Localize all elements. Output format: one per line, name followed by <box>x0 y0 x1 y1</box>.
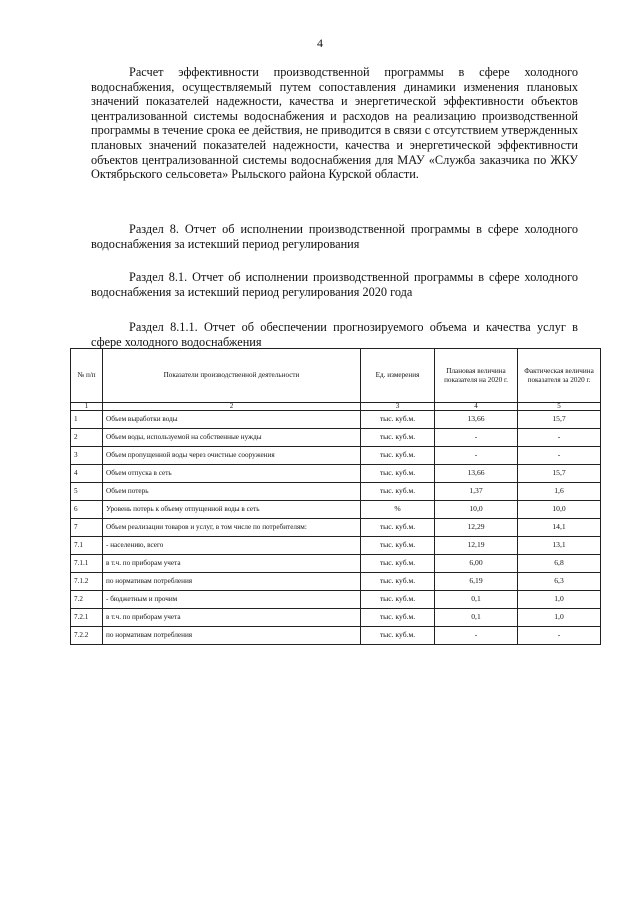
paragraph-efficiency <box>91 65 578 182</box>
table-row <box>71 411 601 429</box>
table-row <box>71 537 601 555</box>
header-fact: Фактическая величина показателя за 2020 г. <box>518 349 601 403</box>
cell-fact: 15,7 <box>518 465 601 483</box>
table-row <box>71 555 601 573</box>
cell-unit: тыс. куб.м. <box>361 537 435 555</box>
cell-indicator: Объем реализации товаров и услуг, в том числе по потребителям: <box>103 519 361 537</box>
report-table <box>70 348 601 645</box>
cell-plan: - <box>435 627 518 645</box>
cell-plan: 1,37 <box>435 483 518 501</box>
table-row <box>71 573 601 591</box>
cell-fact: 6,3 <box>518 573 601 591</box>
paragraph-section-8-1-1-text: Раздел 8.1.1. Отчет об обеспечении прогнозируемого объема и качества услуг в сфере холодного водоснабжения <box>91 320 578 349</box>
cell-fact: 13,1 <box>518 537 601 555</box>
cell-indicator: Объем отпуска в сеть <box>103 465 361 483</box>
table-column-numbers-row <box>71 403 601 411</box>
cell-num: 4 <box>71 465 103 483</box>
cell-plan: 13,66 <box>435 465 518 483</box>
header-num: № п/п <box>71 349 103 403</box>
header-indicator: Показатели производственной деятельности <box>103 349 361 403</box>
column-number: 1 <box>71 403 103 411</box>
cell-indicator: в т.ч. по приборам учета <box>103 555 361 573</box>
cell-unit: тыс. куб.м. <box>361 429 435 447</box>
paragraph-section-8-text: Раздел 8. Отчет об исполнении производственной программы в сфере холодного водоснабжения за истекший период регулирования <box>91 222 578 251</box>
cell-unit: тыс. куб.м. <box>361 411 435 429</box>
table-row <box>71 519 601 537</box>
cell-indicator: Объем пропущенной воды через очистные сооружения <box>103 447 361 465</box>
cell-unit: тыс. куб.м. <box>361 627 435 645</box>
cell-num: 7.2 <box>71 591 103 609</box>
column-number: 5 <box>518 403 601 411</box>
cell-fact: - <box>518 627 601 645</box>
cell-plan: - <box>435 447 518 465</box>
cell-num: 7.2.2 <box>71 627 103 645</box>
cell-indicator: Объем выработки воды <box>103 411 361 429</box>
cell-num: 3 <box>71 447 103 465</box>
cell-unit: тыс. куб.м. <box>361 591 435 609</box>
cell-unit: тыс. куб.м. <box>361 573 435 591</box>
cell-indicator: по нормативам потребления <box>103 627 361 645</box>
cell-fact: 15,7 <box>518 411 601 429</box>
cell-unit: тыс. куб.м. <box>361 555 435 573</box>
page-number: 4 <box>317 36 323 50</box>
paragraph-efficiency-text: Расчет эффективности производственной программы в сфере холодного водоснабжения, осуществляемый путем сопоставления динамики изменения плановых значений показателей надежности, качества и энергетической эффективности объектов централизованной системы водоснабжения и расходов на реализацию производственной программы в течение срока ее действия, не приводится в связи с отсутствием утвержденных плановых значений показателей надежности, качества и энергетической эффективности объектов централизованной системы водоснабжения для МАУ «Служба заказчика по ЖКУ Октябрьского сельсовета» Рыльского района Курской области. <box>91 65 578 182</box>
header-unit: Ед. измерения <box>361 349 435 403</box>
cell-fact: 10,0 <box>518 501 601 519</box>
cell-unit: тыс. куб.м. <box>361 483 435 501</box>
paragraph-section-8-1-1 <box>91 320 578 349</box>
column-number: 2 <box>103 403 361 411</box>
table-row <box>71 429 601 447</box>
table-row <box>71 447 601 465</box>
table-row <box>71 627 601 645</box>
cell-indicator: - бюджетным и прочим <box>103 591 361 609</box>
cell-num: 7.2.1 <box>71 609 103 627</box>
paragraph-section-8-1 <box>91 270 578 299</box>
cell-indicator: Объем потерь <box>103 483 361 501</box>
cell-unit: тыс. куб.м. <box>361 609 435 627</box>
cell-num: 6 <box>71 501 103 519</box>
cell-fact: 1,0 <box>518 609 601 627</box>
cell-fact: 14,1 <box>518 519 601 537</box>
cell-fact: 6,8 <box>518 555 601 573</box>
cell-num: 7.1.1 <box>71 555 103 573</box>
cell-fact: - <box>518 429 601 447</box>
table-row <box>71 483 601 501</box>
cell-unit: тыс. куб.м. <box>361 447 435 465</box>
cell-unit: тыс. куб.м. <box>361 519 435 537</box>
cell-fact: 1,6 <box>518 483 601 501</box>
table-header-row <box>71 349 601 403</box>
cell-indicator: - населению, всего <box>103 537 361 555</box>
cell-fact: - <box>518 447 601 465</box>
cell-plan: - <box>435 429 518 447</box>
table-row <box>71 465 601 483</box>
table-row <box>71 591 601 609</box>
header-plan: Плановая величина показателя на 2020 г. <box>435 349 518 403</box>
cell-unit: тыс. куб.м. <box>361 465 435 483</box>
cell-num: 2 <box>71 429 103 447</box>
cell-plan: 0,1 <box>435 591 518 609</box>
cell-indicator: в т.ч. по приборам учета <box>103 609 361 627</box>
table-row <box>71 609 601 627</box>
cell-plan: 6,00 <box>435 555 518 573</box>
cell-num: 7.1.2 <box>71 573 103 591</box>
cell-indicator: по нормативам потребления <box>103 573 361 591</box>
column-number: 3 <box>361 403 435 411</box>
column-number: 4 <box>435 403 518 411</box>
cell-num: 5 <box>71 483 103 501</box>
table-row <box>71 501 601 519</box>
cell-indicator: Уровень потерь к объему отпущенной воды в сеть <box>103 501 361 519</box>
cell-num: 1 <box>71 411 103 429</box>
paragraph-section-8-1-text: Раздел 8.1. Отчет об исполнении производственной программы в сфере холодного водоснабжения за истекший период регулирования 2020 года <box>91 270 578 299</box>
cell-plan: 12,29 <box>435 519 518 537</box>
cell-plan: 10,0 <box>435 501 518 519</box>
paragraph-section-8 <box>91 222 578 251</box>
cell-plan: 13,66 <box>435 411 518 429</box>
cell-plan: 12,19 <box>435 537 518 555</box>
cell-fact: 1,0 <box>518 591 601 609</box>
cell-num: 7 <box>71 519 103 537</box>
cell-indicator: Объем воды, используемой на собственные нужды <box>103 429 361 447</box>
cell-num: 7.1 <box>71 537 103 555</box>
cell-plan: 6,19 <box>435 573 518 591</box>
cell-plan: 0,1 <box>435 609 518 627</box>
cell-unit: % <box>361 501 435 519</box>
